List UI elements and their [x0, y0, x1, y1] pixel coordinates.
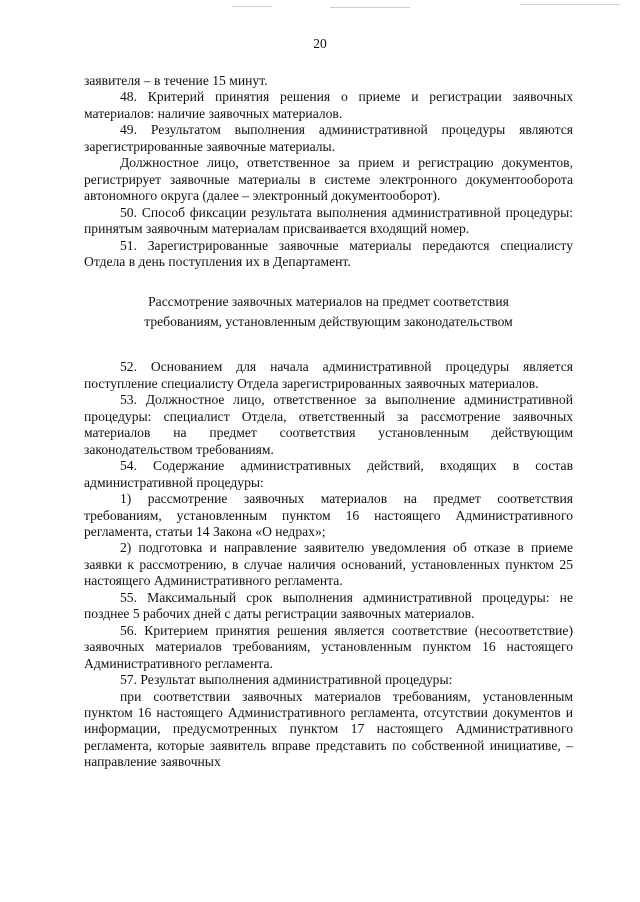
section-heading-line: требованиям, установленным действующим законодательством [144, 313, 513, 329]
paragraph: 54. Содержание административных действий, входящих в состав административной процедуры: [84, 458, 573, 490]
page-number: 20 [313, 36, 327, 51]
list-item: 1) рассмотрение заявочных материалов на предмет соответствия требованиям, установленным пунктом 16 настоящего Административного регламента, статьи 14 Закона «О недрах»; [84, 491, 573, 539]
section-heading [84, 292, 573, 331]
paragraph: 49. Результатом выполнения административной процедуры являются зарегистрированные заявочные материалы. [84, 122, 573, 154]
paragraphs-before-heading [84, 73, 573, 270]
paragraph: 52. Основанием для начала административной процедуры является поступление специалисту Отдела зарегистрированных заявочных материалов. [84, 359, 573, 391]
paragraph: 56. Критерием принятия решения является соответствие (несоответствие) заявочных материалов требованиям, установленным пунктом 16 настоящего Административного регламента. [84, 622, 573, 671]
paragraph: Должностное лицо, ответственное за прием и регистрацию документов, регистрирует заявочные материалы в системе электронного документооборота автономного округа (далее – электронный документооборот). [84, 155, 573, 204]
list-item: 2) подготовка и направление заявителю уведомления об отказе в приеме заявки к рассмотрению, в случае наличия оснований, установленных пунктом 25 настоящего Административного регламента. [84, 540, 573, 589]
paragraphs-after-heading [84, 359, 573, 770]
paragraph: 55. Максимальный срок выполнения административной процедуры: не позднее 5 рабочих дней с даты регистрации заявочных материалов. [84, 589, 573, 622]
paragraph: заявителя – в течение 15 минут. [84, 73, 268, 88]
paragraph: 48. Критерий принятия решения о приеме и регистрации заявочных материалов: наличие заявочных материалов. [84, 89, 573, 121]
paragraph: 57. Результат выполнения административной процедуры: [120, 672, 453, 688]
scan-artifact [330, 7, 410, 8]
paragraph: 53. Должностное лицо, ответственное за выполнение административной процедуры: специалист Отдела, ответственный за рассмотрение заявочных материалов на предмет соответствия установленным действующим законодательством требованиям. [84, 392, 573, 457]
document-body [84, 73, 573, 771]
paragraph: 51. Зарегистрированные заявочные материалы передаются специалисту Отдела в день поступления их в Департамент. [84, 237, 573, 269]
paragraph: при соответствии заявочных материалов требованиям, установленным пунктом 16 настоящего Административного регламента, отсутствии документов и информации, предусмотренных пунктом 17 настоящего Административного регламента, которые заявитель вправе представить по собственной инициативе, – направление заявочных [84, 688, 573, 770]
scan-artifact [232, 6, 272, 7]
section-heading-line: Рассмотрение заявочных материалов на предмет соответствия [148, 294, 509, 310]
scan-artifact [520, 4, 620, 5]
paragraph: 50. Способ фиксации результата выполнения административной процедуры: принятым заявочным материалам присваивается входящий номер. [84, 204, 573, 237]
